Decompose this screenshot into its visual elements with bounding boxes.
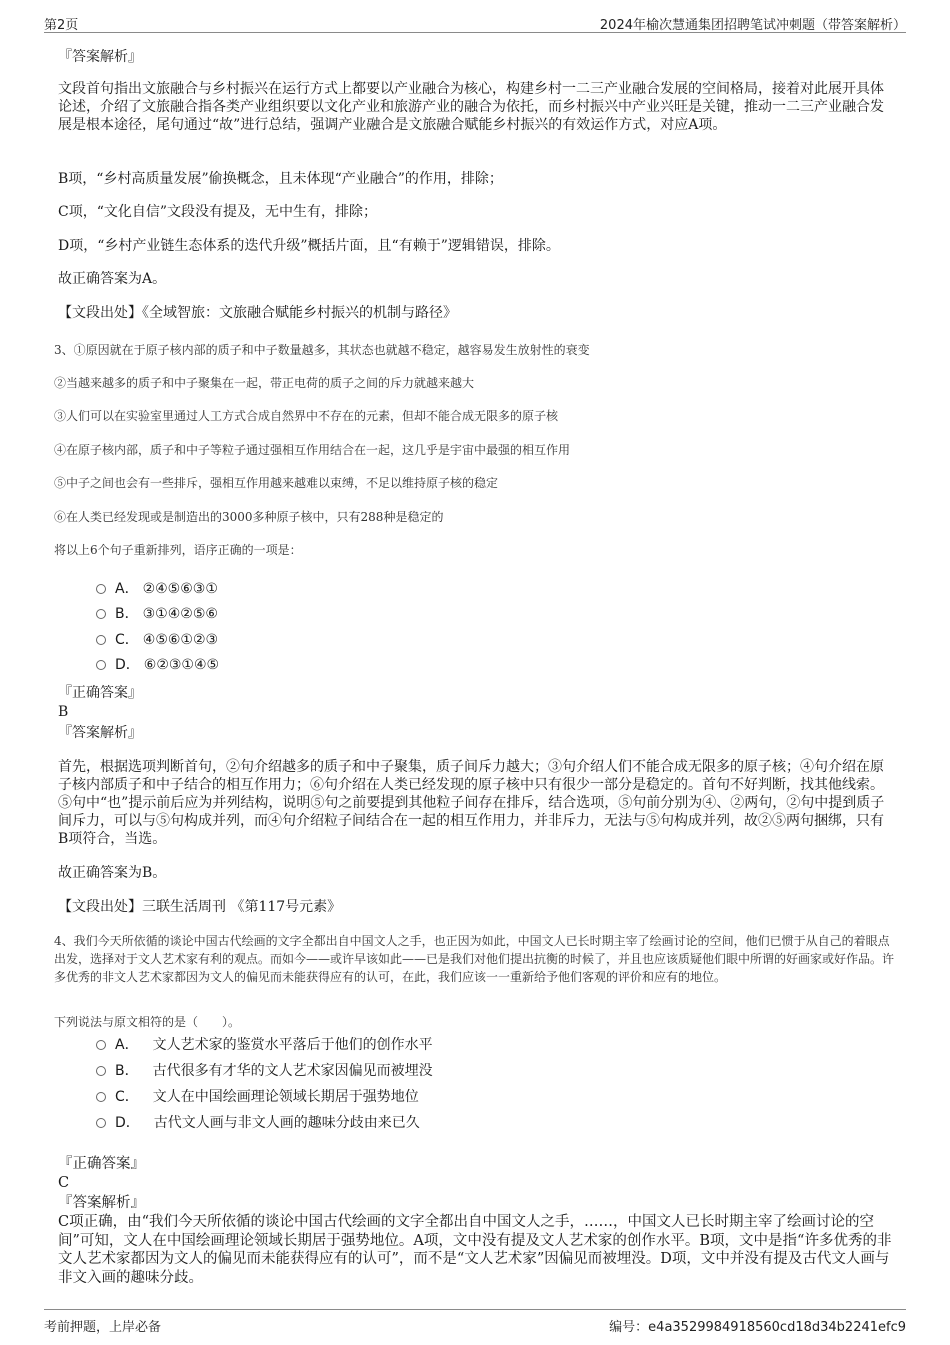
option-letter: D．: [115, 657, 140, 673]
q2-option-d-note: D项，“乡村产业链生态体系的迭代升级”概括片面，且“有赖于”逻辑错误，排除。: [58, 238, 560, 254]
document-title: 2024年榆次慧通集团招聘笔试冲刺题（带答案解析）: [599, 18, 906, 33]
radio-icon[interactable]: [96, 1066, 106, 1076]
q3-analysis-title: 『答案解析』: [58, 725, 142, 741]
q3-option-b[interactable]: [96, 605, 218, 623]
option-text: ④⑤⑥①②③: [142, 632, 219, 648]
option-letter: B．: [115, 606, 139, 622]
q4-prompt: 下列说法与原文相符的是（ ）。: [54, 1015, 241, 1029]
q3-sentence-3: ③人们可以在实验室里通过人工方式合成自然界中不存在的元素，但却不能合成无限多的原子核: [54, 409, 559, 423]
q3-sentence-2: ②当越来越多的质子和中子聚集在一起，带正电荷的质子之间的斥力就越来越大: [54, 376, 475, 390]
q3-sentence-4: ④在原子核内部，质子和中子等粒子通过强相互作用结合在一起，这几乎是宇宙中最强的相互作用: [54, 443, 571, 457]
radio-icon[interactable]: [96, 1118, 106, 1128]
q3-sentence-1: 3、①原因就在于原子核内部的质子和中子数量越多，其状态也就越不稳定，越容易发生放射性的衰变: [54, 343, 590, 357]
q3-option-d[interactable]: [96, 656, 219, 674]
q4-option-b[interactable]: [96, 1062, 433, 1080]
q4-answer-title: 『正确答案』: [58, 1156, 145, 1172]
option-text: ③①④②⑤⑥: [142, 606, 218, 622]
option-letter: C．: [115, 632, 139, 648]
q2-option-c-note: C项，“文化自信”文段没有提及，无中生有，排除；: [58, 204, 378, 220]
radio-icon[interactable]: [96, 1092, 106, 1102]
option-letter: A．: [115, 1037, 139, 1053]
q4-analysis-text: C项正确，由“我们今天所依循的谈论中国古代绘画的文字全都出自中国文人之手，……，中国文人已长时期主宰了绘画讨论的空间”可知，文人在中国绘画理论领域长期居于强势地位。A项，文中没有提及文人艺术家的创作水平。B项，文中是指“许多优秀的非文人艺术家都因为文人的偏见而未能获得应有的认可”，而不是“文人艺术家”因偏见而被埋没。D项，文中并没有提及古代文人画与非文入画的趣味分歧。: [58, 1214, 892, 1286]
q3-answer-title: 『正确答案』: [58, 685, 142, 701]
document-code: 编号：e4a3529984918560cd18d34b2241efc9: [609, 1320, 906, 1335]
q4-analysis-title: 『答案解析』: [58, 1195, 145, 1211]
radio-icon[interactable]: [96, 1040, 106, 1050]
option-letter: A．: [115, 581, 139, 597]
footer-slogan: 考前押题，上岸必备: [44, 1320, 162, 1335]
q3-conclusion: 故正确答案为B。: [58, 865, 167, 881]
page-number: 第2页: [44, 18, 79, 33]
radio-icon[interactable]: [96, 660, 106, 670]
option-letter: D．: [115, 1115, 140, 1131]
q4-option-a[interactable]: [96, 1036, 433, 1054]
option-text: 文人艺术家的鉴赏水平落后于他们的创作水平: [152, 1037, 433, 1053]
q4-option-d[interactable]: [96, 1114, 420, 1132]
option-text: 古代很多有才华的文人艺术家因偏见而被埋没: [152, 1063, 433, 1079]
q2-option-b-note: B项，“乡村高质量发展”偷换概念，且未体现“产业融合”的作用，排除；: [58, 171, 503, 187]
option-text: 古代文人画与非文人画的趣味分歧由来已久: [153, 1115, 420, 1131]
q3-prompt: 将以上6个句子重新排列，语序正确的一项是：: [54, 543, 302, 557]
q4-answer: C: [58, 1175, 70, 1191]
q4-option-c[interactable]: [96, 1088, 419, 1106]
option-letter: C．: [115, 1089, 139, 1105]
q3-analysis-text: 首先，根据选项判断首句，②句介绍越多的质子和中子聚集，质子间斥力越大；③句介绍人们不能合成无限多的原子核；④句介绍在原子核内部质子和中子结合的相互作用力；⑥句介绍在人类已经发现的原子核中只有很少一部分是稳定的。首句不好判断，找其他线索。⑤句中“也”提示前后应为并列结构，说明⑤句之前要提到其他粒子间存在排斥，结合选项，⑤句前分别为④、②两句，②句中提到质子间斥力，可以与⑤句构成并列，而④句介绍粒子间结合在一起的相互作用力，并非斥力，无法与⑤句构成并列，故②⑤两句捆绑，只有B项符合，当选。: [58, 759, 885, 847]
q3-option-a[interactable]: [96, 580, 218, 598]
option-text: 文人在中国绘画理论领域长期居于强势地位: [152, 1089, 419, 1105]
page-footer: [44, 1309, 906, 1338]
q3-source: 【文段出处】三联生活周刊 《第117号元素》: [58, 899, 342, 915]
option-text: ⑥②③①④⑤: [143, 657, 220, 673]
q2-source: 【文段出处】《全域智旅：文旅融合赋能乡村振兴的机制与路径》: [58, 305, 457, 321]
q2-conclusion: 故正确答案为A。: [58, 271, 167, 287]
q3-sentence-6: ⑥在人类已经发现或是制造出的3000多种原子核中，只有288种是稳定的: [54, 510, 444, 524]
radio-icon[interactable]: [96, 609, 106, 619]
q2-analysis-title: 『答案解析』: [58, 49, 142, 65]
page-header: [44, 12, 906, 33]
option-text: ②④⑤⑥③①: [142, 581, 218, 597]
radio-icon[interactable]: [96, 635, 106, 645]
q3-option-c[interactable]: [96, 631, 218, 649]
q3-answer: B: [58, 704, 69, 720]
option-letter: B．: [115, 1063, 139, 1079]
q3-sentence-5: ⑤中子之间也会有一些排斥，强相互作用越来越难以束缚，不足以维持原子核的稳定: [54, 476, 499, 490]
q4-stem: 4、我们今天所依循的谈论中国古代绘画的文字全都出自中国文人之手，也正因为如此，中国文人已长时期主宰了绘画讨论的空间，他们已惯于从自己的着眼点出发，选择对于文人艺术家有利的观点。而如今——或许早该如此——已是我们对他们提出抗衡的时候了，并且也应该质疑他们眼中所谓的好画家或好作品。许多优秀的非文人艺术家都因为文人的偏见而未能获得应有的认可，在此，我们应该一一重新给予他们客观的评价和应有的地位。: [54, 934, 895, 984]
q2-analysis-text: 文段首句指出文旅融合与乡村振兴在运行方式上都要以产业融合为核心，构建乡村一二三产业融合发展的空间格局，接着对此展开具体论述，介绍了文旅融合指各类产业组织要以文化产业和旅游产业的融合为依托，而乡村振兴中产业兴旺是关键，推动一二三产业融合发展是根本途径，尾句通过“故”进行总结，强调产业融合是文旅融合赋能乡村振兴的有效运作方式，对应A项。: [58, 81, 884, 133]
radio-icon[interactable]: [96, 584, 106, 594]
